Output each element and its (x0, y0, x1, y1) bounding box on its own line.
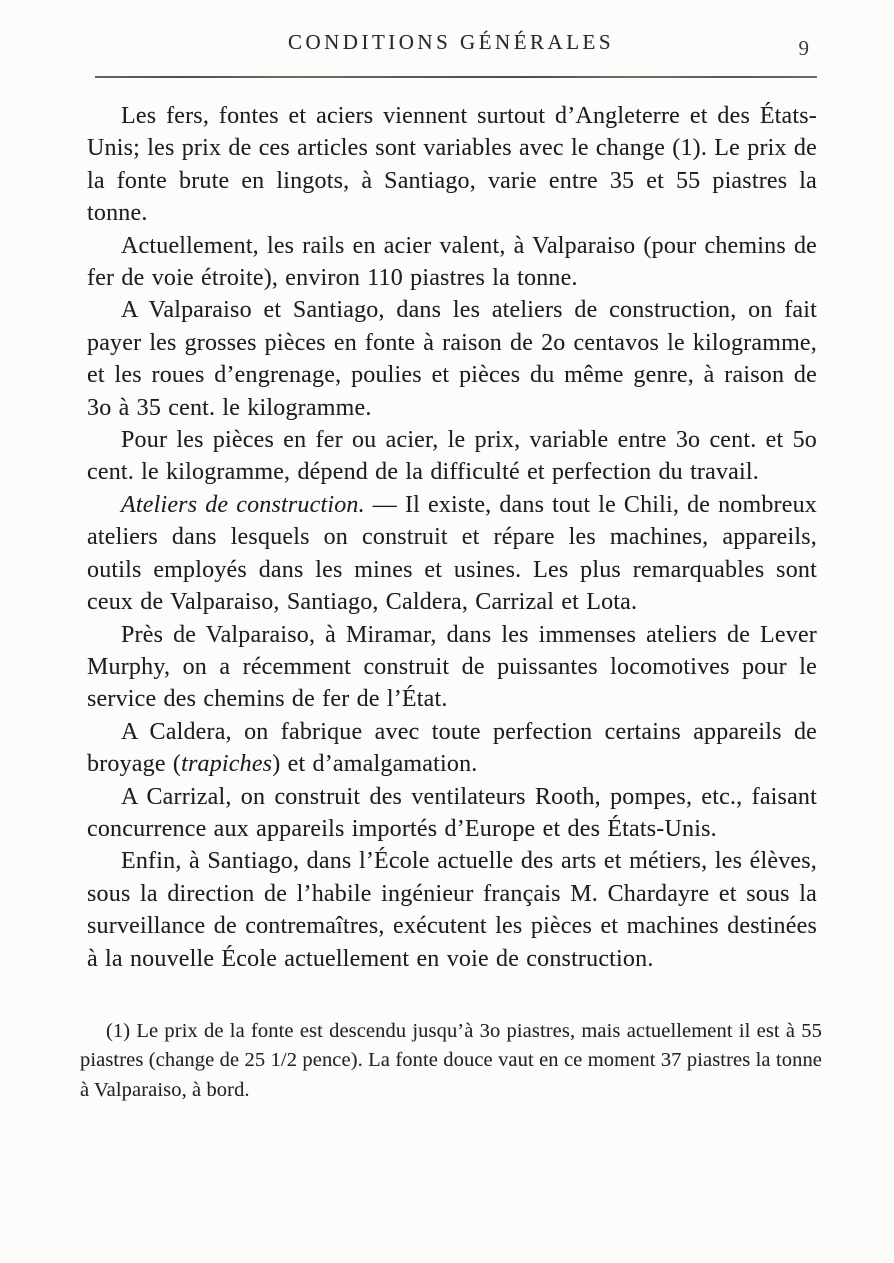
header-rule (95, 76, 817, 78)
page-body (87, 100, 817, 975)
paragraph-text: ) et d’amalgamation. (272, 751, 478, 778)
paragraph-text: A Carrizal, on construit des ventilateurs Rooth, pompes, etc., faisant concurrence aux appareils importés d’Europe et des États-Unis. (87, 783, 817, 842)
paragraph-iron-prices (87, 100, 817, 230)
paragraph-text: A Caldera, on fabrique avec toute perfection certains appareils de broyage ( (87, 718, 817, 778)
paragraph-caldera (87, 716, 817, 781)
paragraph-carrizal (87, 781, 817, 846)
paragraph-text: Près de Valparaiso, à Miramar, dans les immenses ateliers de Lever Murphy, on a récemment construit de puissantes locomotives pour le service des chemins de fer de l’État. (87, 621, 817, 713)
paragraph-ateliers-construction (87, 489, 817, 619)
footnote-text: (1) Le prix de la fonte est descendu jusqu’à 3o piastres, mais actuellement il est à 55 piastres (change de 25 1/2 pence). La fonte douce vaut en ce moment 37 piastres la tonne à Valparaiso, à bord. (80, 1019, 822, 1101)
paragraph-ecole-santiago (87, 845, 817, 975)
paragraph-rails (87, 230, 817, 295)
paragraph-text: — Il existe, dans tout le Chili, de nombreux ateliers dans lesquels on construit et répare les machines, appareils, outils employés dans les mines et usines. Les plus remarquables sont ceux de Valparaiso, Santiago, Caldera, Carrizal et Lota. (87, 491, 817, 616)
paragraph-lead-italic: Ateliers de construction. (121, 491, 365, 518)
footnote (80, 1017, 822, 1106)
running-header (87, 30, 815, 64)
page-title: CONDITIONS GÉNÉRALES (287, 30, 615, 54)
paragraph-text: Actuellement, les rails en acier valent, à Valparaiso (pour chemins de fer de voie étroite), environ 110 piastres la tonne. (87, 232, 817, 292)
paragraph-iron-steel-pieces (87, 424, 817, 489)
page-number: 9 (798, 36, 809, 60)
paragraph-foundry-prices (87, 294, 817, 424)
paragraph-text: Les fers, fontes et aciers viennent surtout d’Angleterre et des États-Unis; les prix de ces articles sont variables avec le change (1). Le prix de la fonte brute en lingots, à Santiago, varie entre 35 et 55 piastres la tonne. (87, 103, 817, 227)
paragraph-text: Enfin, à Santiago, dans l’École actuelle des arts et métiers, les élèves, sous la direction de l’habile ingénieur français M. Chardayre et sous la surveillance de contremaîtres, exécutent les pièces et machines destinées à la nouvelle École actuellement en voie de construction. (87, 848, 817, 972)
paragraph-lever-murphy (87, 619, 817, 716)
paragraph-text: A Valparaiso et Santiago, dans les ateliers de construction, on fait payer les grosses pièces en fonte à raison de 2o centavos le kilogramme, et les roues d’engrenage, poulies et pièces du même genre, à raison de 3o à 35 cent. le kilogramme. (87, 297, 817, 421)
paragraph-text: Pour les pièces en fer ou acier, le prix, variable entre 3o cent. et 5o cent. le kilogramme, dépend de la difficulté et perfection du travail. (87, 427, 817, 486)
paragraph-italic-term: trapiches (181, 751, 273, 778)
